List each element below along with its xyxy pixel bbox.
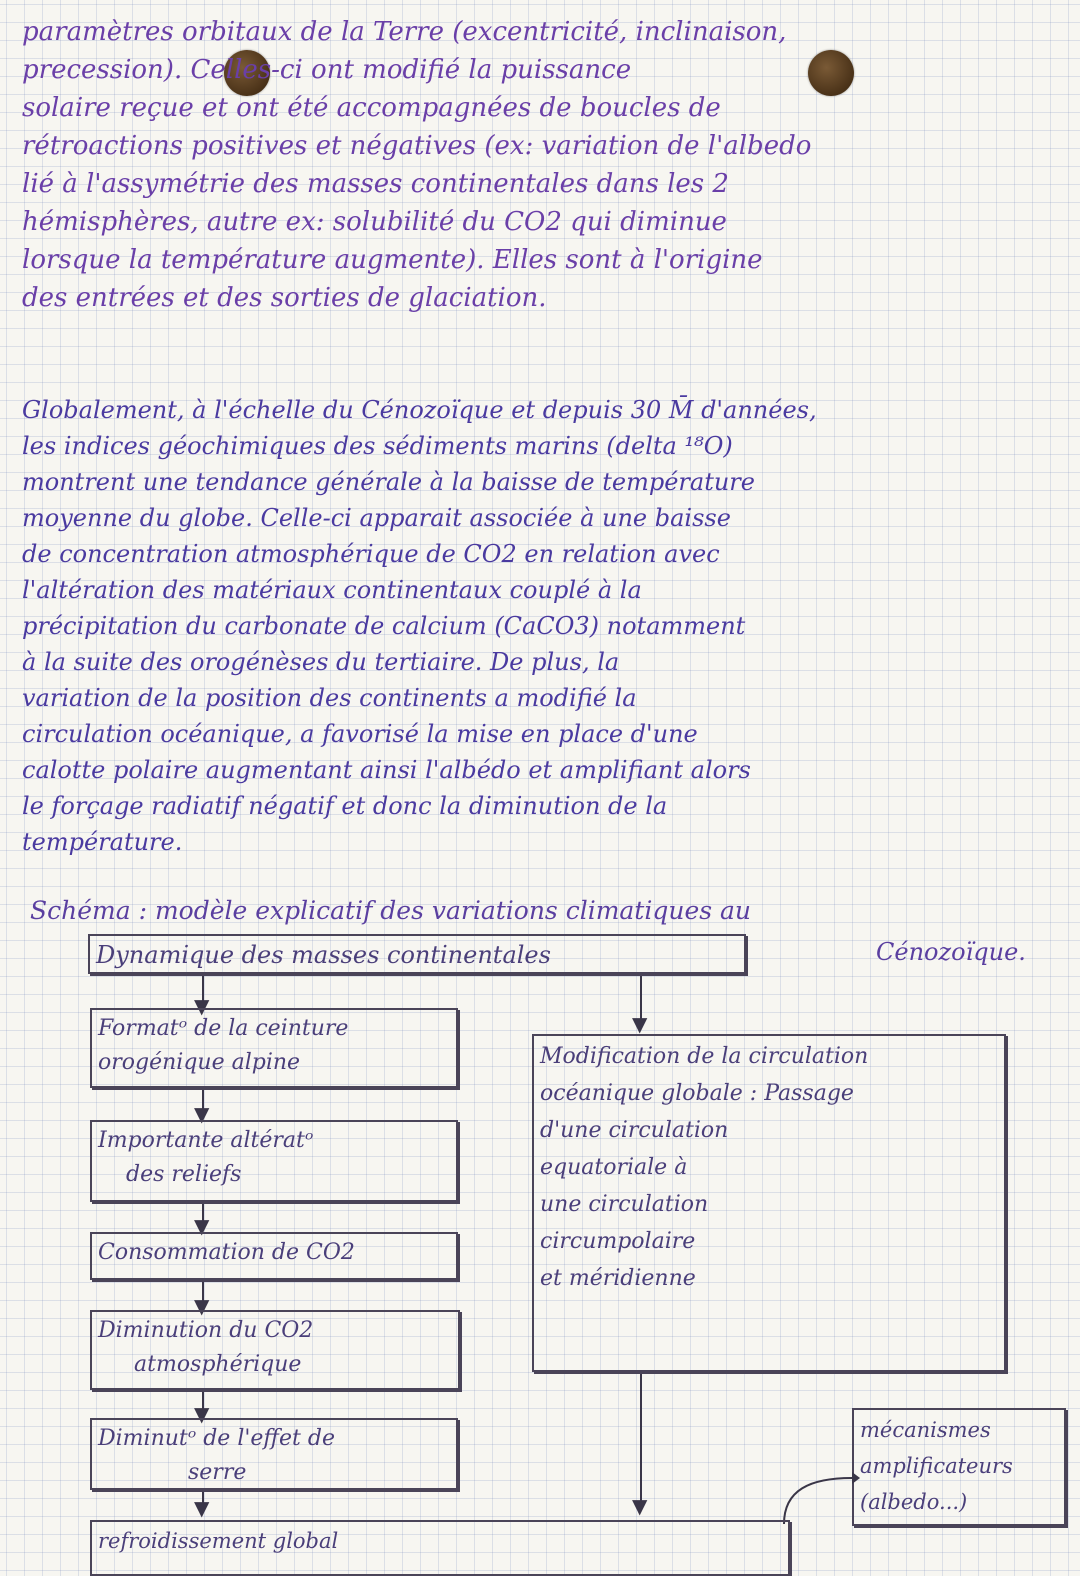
box-label: Formatᵒ de la ceinture <box>98 1016 349 1041</box>
box-alteration-reliefs <box>90 1120 458 1202</box>
box-label: Diminution du CO2 <box>98 1318 314 1343</box>
text-line: hémisphères, autre ex: solubilité du CO2 qui diminue <box>22 207 727 237</box>
box-label: atmosphérique <box>134 1352 302 1377</box>
text-line: variation de la position des continents a modifié la <box>22 684 637 712</box>
text-line: l'altération des matériaux continentaux couplé à la <box>22 576 642 604</box>
text-line: précipitation du carbonate de calcium (CaCO3) notamment <box>22 612 746 640</box>
box-consommation-co2 <box>90 1232 458 1280</box>
box-dynamique-masses <box>88 934 746 974</box>
box-label: Dynamique des masses continentales <box>96 941 551 969</box>
arrow-down: ▼ <box>632 1494 648 1518</box>
box-label: et méridienne <box>540 1266 696 1291</box>
box-label: Diminutᵒ de l'effet de <box>98 1426 335 1451</box>
text-line: température. <box>22 828 183 856</box>
box-effet-de-serre <box>90 1418 458 1490</box>
box-label: equatoriale à <box>540 1155 688 1180</box>
box-ceinture-orogenique <box>90 1008 458 1088</box>
text-line: rétroactions positives et négatives (ex: variation de l'albedo <box>22 131 812 161</box>
box-label: des reliefs <box>126 1162 242 1187</box>
text-line: lorsque la température augmente). Elles sont à l'origine <box>22 245 763 275</box>
text-line: circulation océanique, a favorisé la mise en place d'une <box>22 720 698 748</box>
box-circulation-oceanique <box>532 1034 1006 1372</box>
box-mecanismes-amplificateurs <box>852 1408 1066 1526</box>
box-label: circumpolaire <box>540 1229 696 1254</box>
box-label: orogénique alpine <box>98 1050 301 1075</box>
schema-title-continued: Cénozoïque. <box>876 938 1026 966</box>
box-label: serre <box>188 1460 247 1485</box>
arrow-down: ▼ <box>194 1102 210 1126</box>
text-line: calotte polaire augmentant ainsi l'albédo et amplifiant alors <box>22 756 751 784</box>
box-label: refroidissement global <box>98 1529 339 1553</box>
arrow-down: ▼ <box>194 1294 210 1318</box>
box-label: d'une circulation <box>540 1118 729 1143</box>
text-line: Globalement, à l'échelle du Cénozoïque et depuis 30 M̄ d'années, <box>22 396 817 424</box>
text-line: moyenne du globe. Celle-ci apparait associée à une baisse <box>22 504 731 532</box>
text-line: paramètres orbitaux de la Terre (excentricité, inclinaison, <box>22 17 787 47</box>
schema-title: Schéma : modèle explicatif des variations climatiques au <box>30 896 752 925</box>
text-line: lié à l'assymétrie des masses continentales dans les 2 <box>22 169 729 199</box>
text-line: des entrées et des sorties de glaciation. <box>22 283 547 313</box>
text-line: solaire reçue et ont été accompagnées de boucles de <box>22 93 721 123</box>
arrow-down: ▼ <box>194 1214 210 1238</box>
text-line: de concentration atmosphérique de CO2 en relation avec <box>22 540 720 568</box>
arrow-down: ▼ <box>632 1012 648 1036</box>
box-label: (albedo...) <box>860 1490 968 1514</box>
text-line: precession). Celles-ci ont modifié la puissance <box>22 55 632 85</box>
text-line: le forçage radiatif négatif et donc la diminution de la <box>22 792 668 820</box>
arrow-down: ▼ <box>194 994 210 1018</box>
text-line: montrent une tendance générale à la baisse de température <box>22 468 755 496</box>
box-label: Consommation de CO2 <box>98 1240 355 1265</box>
arrow-down: ▼ <box>194 1402 210 1426</box>
connector-line <box>640 1374 642 1502</box>
text-line: les indices géochimiques des sédiments marins (delta ¹⁸O) <box>22 432 733 460</box>
box-label: amplificateurs <box>860 1454 1013 1478</box>
box-label: mécanismes <box>860 1418 991 1442</box>
box-label: Importante altératᵒ <box>98 1128 314 1153</box>
box-label: Modification de la circulation <box>540 1044 869 1069</box>
box-refroidissement-global <box>90 1520 790 1576</box>
punch-hole-right <box>808 50 854 96</box>
text-line: à la suite des orogénèses du tertiaire. De plus, la <box>22 648 620 676</box>
arrow-down: ▼ <box>194 1496 210 1520</box>
box-diminution-co2 <box>90 1310 460 1390</box>
box-label: une circulation <box>540 1192 709 1217</box>
box-label: océanique globale : Passage <box>540 1081 854 1106</box>
